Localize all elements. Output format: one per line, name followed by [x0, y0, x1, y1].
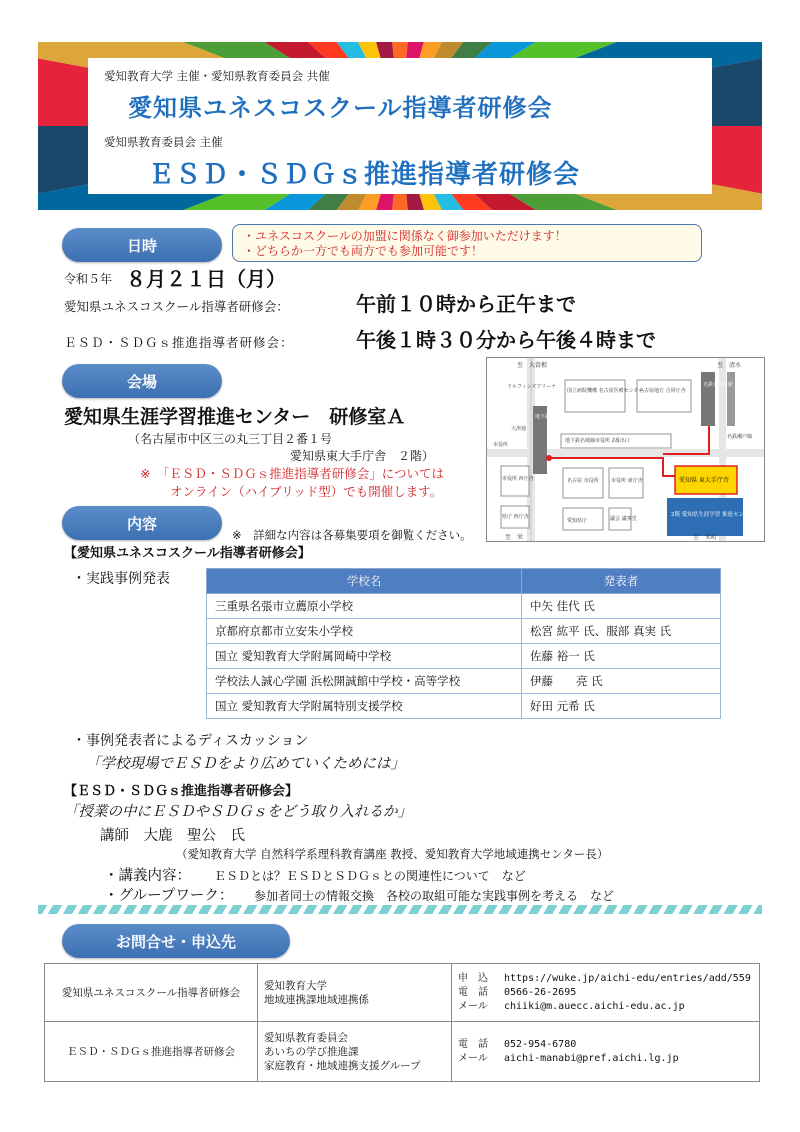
notice-line-2: ・どちらか一方でも両方でも参加可能です！	[243, 244, 484, 258]
map-hospital	[565, 380, 625, 412]
lecturer-affiliation: （愛知教育大学 自然科学系理科教育講座 教授、愛知教育大学地域連携センター長）	[176, 847, 609, 861]
contact-row	[45, 964, 760, 1022]
date-row2-label: ＥＳＤ・ＳＤＧｓ推進指導者研修会：	[64, 335, 294, 350]
map-label-subway: 地下鉄名城線	[535, 414, 566, 420]
map-meitetsu-station	[701, 372, 715, 426]
map-label-kencho-west: 県庁 西庁舎	[502, 514, 529, 520]
table-row	[207, 594, 721, 619]
presenter-cell: 中矢 佳代 氏	[522, 594, 721, 619]
map-label-cityhall-west: 市役所 西庁舎	[502, 476, 534, 482]
table-row	[207, 694, 721, 719]
cohost-line: 愛知教育大学 主催・愛知県教育委員会 共催	[104, 69, 330, 83]
contact-org-line: あいちの学び推進課	[264, 1045, 359, 1058]
presenter-cell: 松宮 紘平 氏、服部 真実 氏	[522, 619, 721, 644]
group-text: 参加者同士の情報交換 各校の取組可能な実践事例を考える など	[254, 889, 615, 903]
participation-notice	[232, 224, 702, 262]
section-content: 内容	[62, 506, 222, 540]
title-esd: ＥＳＤ・ＳＤＧｓ推進指導者研修会	[148, 160, 581, 190]
contact-table	[44, 963, 760, 1082]
map-label-ozone: 至 大曽根	[517, 362, 548, 369]
discussion-label: ・事例発表者によるディスカッション	[72, 733, 309, 749]
map-label-courthouse: 名古屋地方 合同庁舎	[639, 388, 686, 394]
section-contact: お問合せ・申込先	[62, 924, 290, 958]
school-cell: 学校法人誠心学園 浜松開誠館中学校・高等学校	[207, 669, 522, 694]
map-label-meitetsu-line: 名鉄瀬戸線	[727, 434, 753, 440]
contact-org-line: 愛知教育大学	[264, 979, 327, 992]
contact-label: 電 話	[458, 986, 488, 998]
presenter-cell: 佐藤 裕一 氏	[522, 644, 721, 669]
map-label-meitetsu-station: 名鉄東大手駅	[703, 382, 734, 388]
lecture-label: ・講義内容：	[104, 868, 191, 884]
esd-heading: 【ＥＳＤ・ＳＤＧｓ推進指導者研修会】	[64, 784, 299, 799]
contact-org	[258, 964, 452, 1022]
venue-address-2: 愛知県東大手庁舎 ２階）	[290, 449, 435, 463]
contact-label: メール	[458, 1052, 488, 1064]
map-label-gikai: 議会 議事堂	[610, 516, 637, 522]
contact-org-line: 地域連携課地域連携係	[264, 993, 369, 1006]
contact-label: メール	[458, 1000, 488, 1012]
date-row2-time: 午後１時３０分から午後４時まで	[356, 328, 656, 352]
school-cell: 京都府京都市立安朱小学校	[207, 619, 522, 644]
divider-stripe	[38, 905, 762, 914]
map-label-sakae: 至 栄	[505, 534, 524, 541]
online-note-1: ※ 「ＥＳＤ・ＳＤＧｓ推進指導者研修会」については	[140, 466, 444, 481]
map-label-kencho: 愛知県庁	[567, 518, 588, 524]
school-cell: 国立 愛知教育大学附属岡崎中学校	[207, 644, 522, 669]
phone-number[interactable]: 0566-26-2695	[504, 986, 577, 998]
contact-details	[452, 1022, 760, 1082]
map-label-otsu: 大津通	[511, 426, 527, 432]
map-label-center: 2階 愛知県生涯学習 推進センター	[671, 512, 755, 518]
presenter-cell: 伊藤 亮 氏	[522, 669, 721, 694]
header-banner	[38, 42, 762, 210]
notice-line-1: ・ユネスコスクールの加盟に関係なく御参加いただけます！	[243, 229, 567, 243]
school-cell: 国立 愛知教育大学附属特別支援学校	[207, 694, 522, 719]
speaker-table	[206, 568, 721, 719]
map-label-cityhall-east: 市役所 東庁舎	[611, 478, 643, 484]
title-unesco: 愛知県ユネスコスクール指導者研修会	[128, 94, 553, 122]
application-link[interactable]: https://wuke.jp/aichi-edu/entries/add/559	[504, 972, 751, 984]
map-label-arena: ドルフィンズアリーナ	[507, 384, 557, 390]
discussion-theme: 「学校現場でＥＳＤをより広めていくためには」	[86, 756, 405, 772]
unesco-heading: 【愛知県ユネスコスクール指導者研修会】	[64, 546, 311, 561]
contact-details	[452, 964, 760, 1022]
contact-row	[45, 1022, 760, 1082]
map-label-shiyakusho: 市役所	[493, 442, 509, 448]
venue-address-1: （名古屋市中区三の丸三丁目２番１号	[128, 432, 333, 446]
contact-label: 電 話	[458, 1038, 488, 1050]
esd-theme: 「授業の中にＥＳＤやＳＤＧｓをどう取り入れるか」	[64, 804, 412, 820]
map-label-building: 愛知県 東大手庁舎	[679, 477, 729, 484]
email-link[interactable]: chiiki@m.auecc.aichi-edu.ac.jp	[504, 1000, 685, 1012]
venue-name: 愛知県生涯学習推進センター 研修室Ａ	[64, 406, 406, 428]
section-venue: 会場	[62, 364, 222, 398]
contact-org-line: 家庭教育・地域連携支援グループ	[264, 1059, 421, 1072]
date-era: 令和５年	[64, 272, 113, 286]
map-label-hospital: 国立病院機構 名古屋医療センター	[567, 388, 644, 394]
online-note-2: オンライン（ハイブリッド型）でも開催します。	[170, 484, 443, 499]
map-label-shimizu: 至 清水	[717, 362, 742, 369]
section-date: 日時	[62, 228, 222, 262]
date-row1-label: 愛知県ユネスコスクール指導者研修会：	[64, 299, 289, 314]
lecturer: 講師 大鹿 聖公 氏	[100, 828, 245, 844]
map-label-exit: 地下鉄名城線市役所 2番出口	[565, 438, 630, 444]
header-presenter: 発表者	[522, 569, 721, 594]
title-box	[88, 58, 712, 194]
speaker-table-header	[207, 569, 721, 594]
contact-event: ＥＳＤ・ＳＤＧｓ推進指導者研修会	[45, 1022, 258, 1082]
presenter-cell: 好田 元希 氏	[522, 694, 721, 719]
host-line: 愛知県教育委員会 主催	[104, 135, 223, 149]
lecture-text: ＥＳＤとは？ＥＳＤとＳＤＧｓとの関連性について など	[214, 869, 526, 883]
phone-number[interactable]: 052-954-6780	[504, 1038, 577, 1050]
school-cell: 三重県名張市立薦原小学校	[207, 594, 522, 619]
header-school: 学校名	[207, 569, 522, 594]
contact-label: 申 込	[458, 972, 488, 984]
contact-event: 愛知県ユネスコスクール指導者研修会	[45, 964, 258, 1022]
map-drawing	[487, 358, 764, 541]
map-label-sakaemachi: 至 栄町	[693, 534, 718, 541]
date-row1-time: 午前１０時から正午まで	[356, 292, 576, 316]
map-courthouse	[637, 380, 691, 412]
contact-org-line: 愛知県教育委員会	[264, 1031, 348, 1044]
group-label: ・グループワーク：	[104, 888, 234, 904]
date-day: ８月２１日（月）	[126, 267, 286, 291]
table-row	[207, 669, 721, 694]
table-row	[207, 619, 721, 644]
map-label-cityhall: 名古屋 市役所	[567, 478, 599, 484]
access-map	[486, 357, 765, 542]
email-link[interactable]: aichi-manabi@pref.aichi.lg.jp	[504, 1052, 679, 1064]
content-note: ※ 詳細な内容は各募集要項を御覧ください。	[232, 528, 472, 542]
contact-org	[258, 1022, 452, 1082]
practice-label: ・実践事例発表	[72, 571, 170, 587]
table-row	[207, 644, 721, 669]
